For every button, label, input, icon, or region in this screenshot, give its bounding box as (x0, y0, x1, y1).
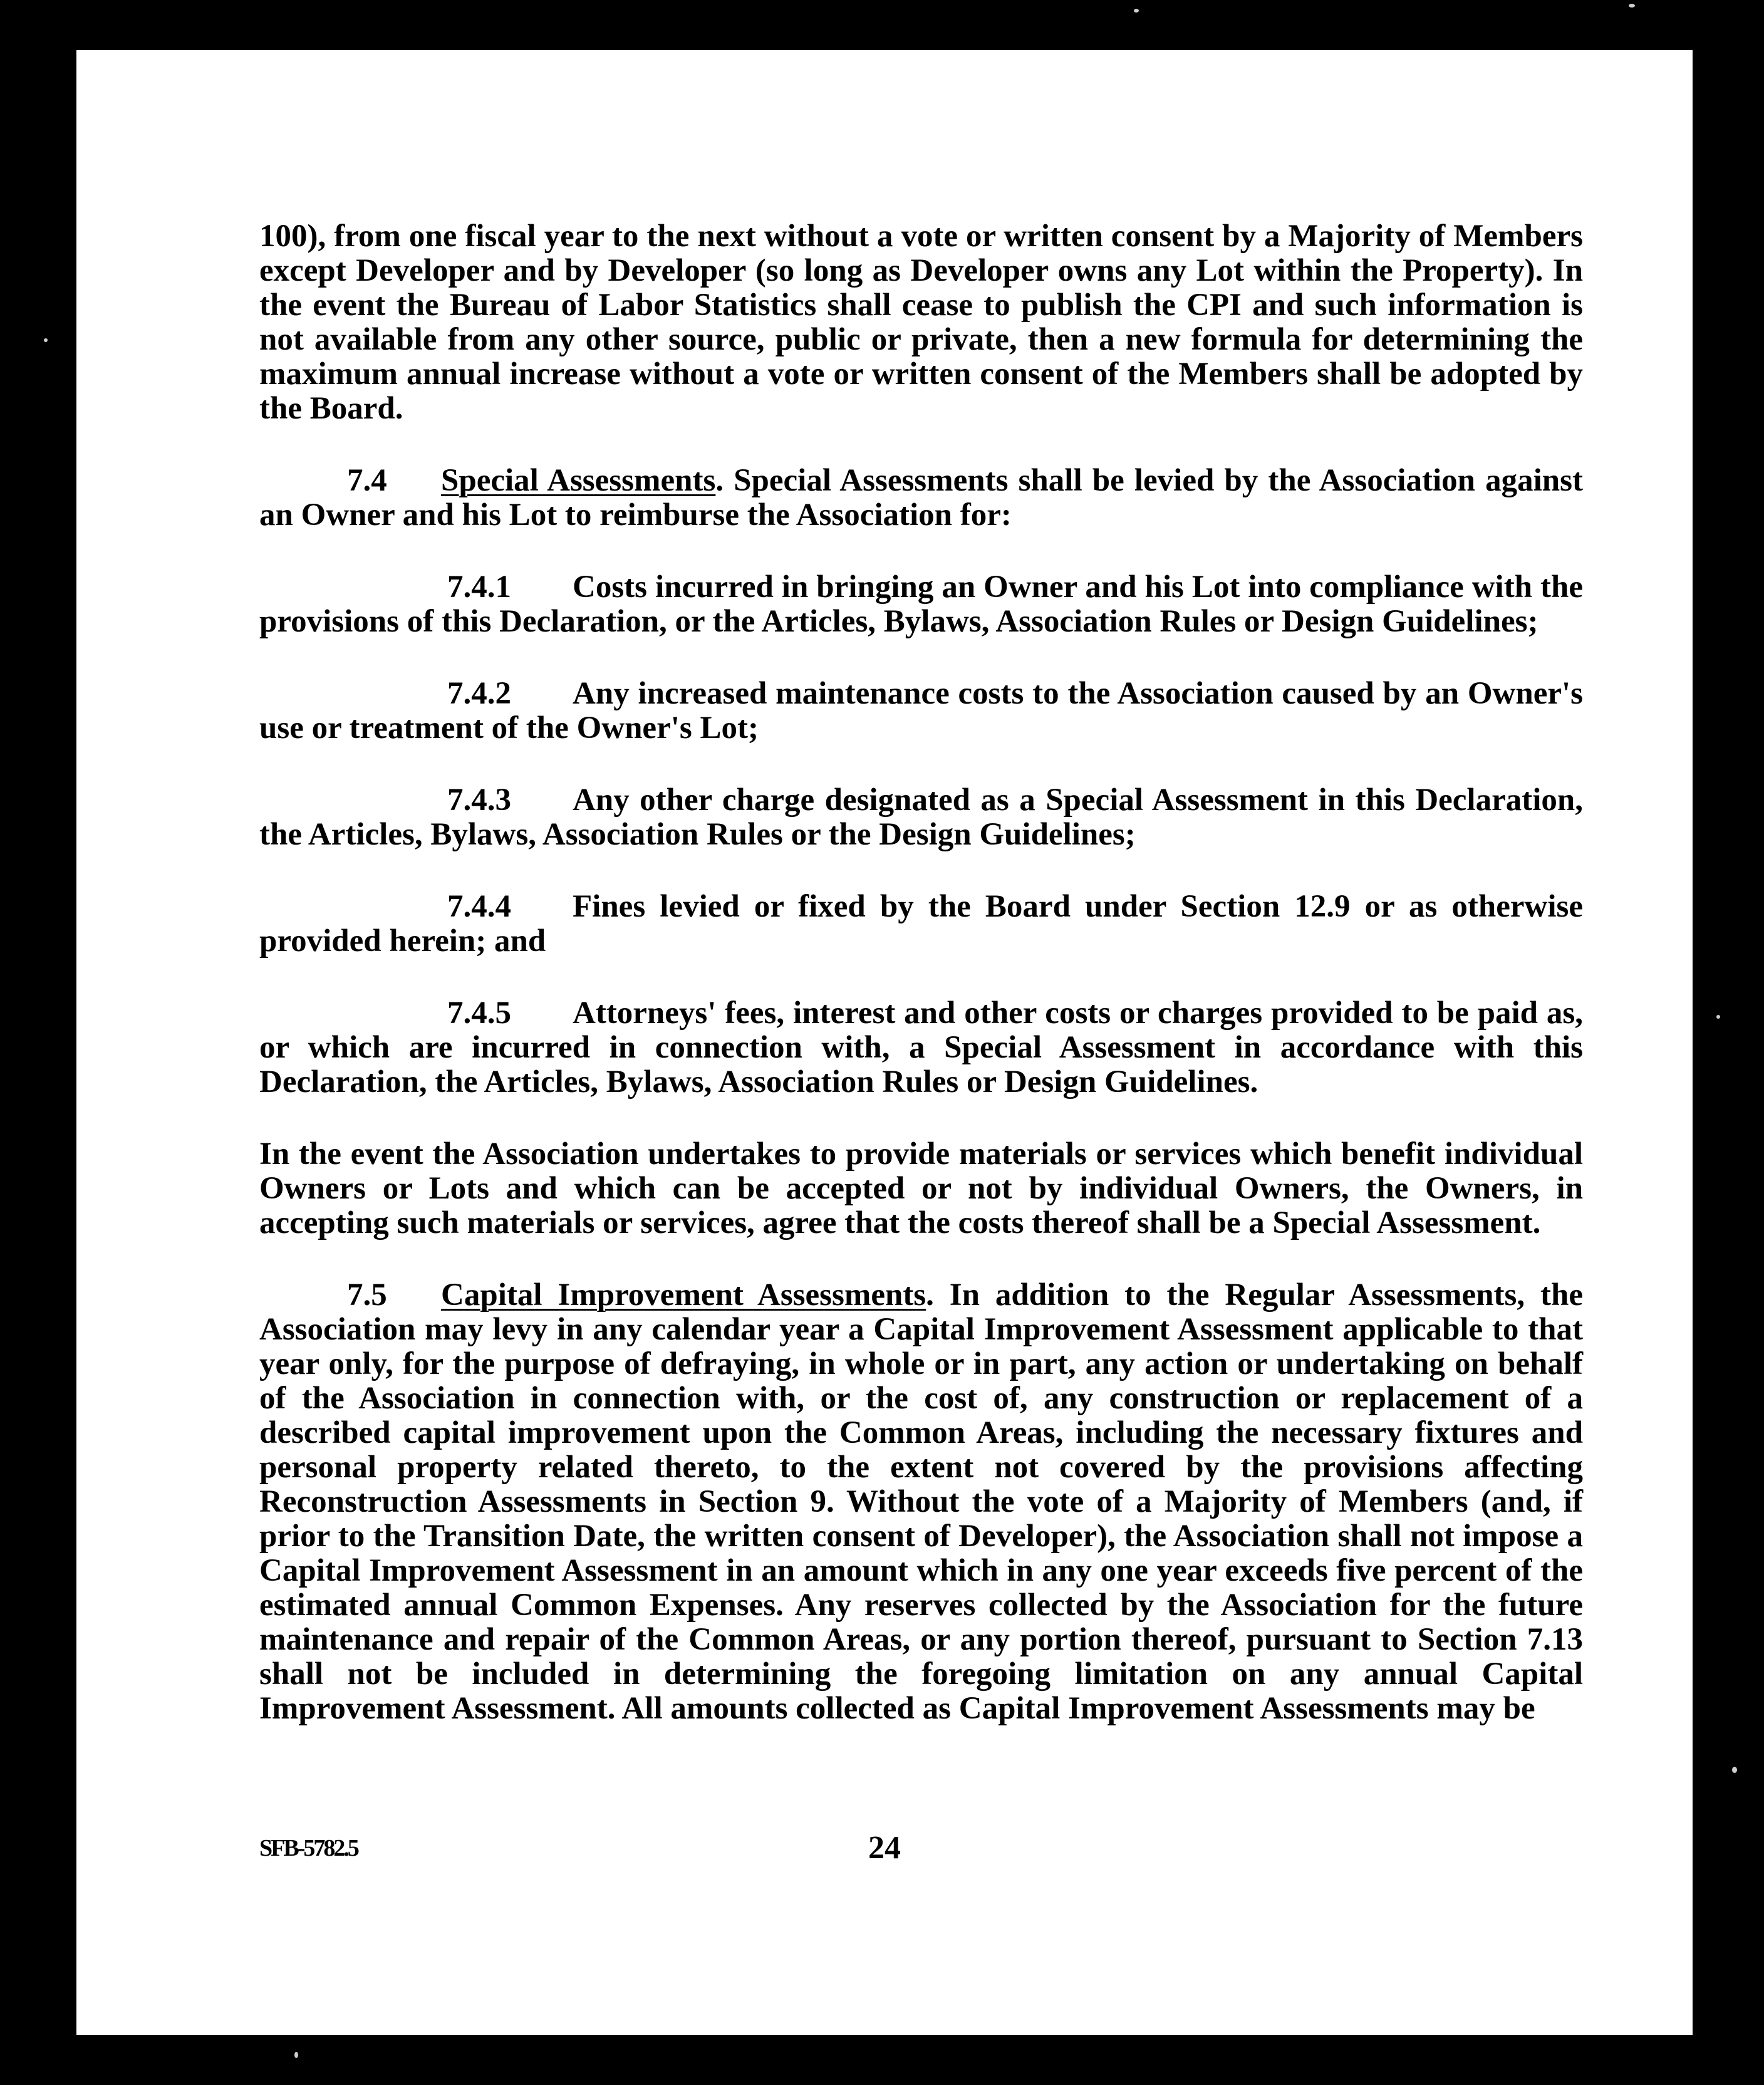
scan-speck (1716, 1015, 1720, 1019)
paragraph-intro: 100), from one fiscal year to the next without a vote or written consent by a Majority of Members except Developer and by Developer (so long as Developer owns any Lot within the Property). In the event the Bureau of Labor Statistics shall cease to publish the CPI and such information is not available from any other source, public or private, then a new formula for determining the maximum annual increase without a vote or written consent of the Members shall be adopted by the Board. (259, 219, 1583, 426)
scan-speck (1134, 9, 1139, 13)
subsection-text: Any increased maintenance costs to the Association caused by an Owner's use or treatment of the Owner's Lot; (259, 676, 1583, 746)
subsection-7-4-4 (259, 890, 1583, 959)
subsection-number: 7.4.1 (447, 569, 511, 605)
subsection-text: Any other charge designated as a Special Assessment in this Declaration, the Articles, Bylaws, Association Rules or the Design Guidelines; (259, 783, 1583, 852)
subsection-7-4-2 (259, 677, 1583, 746)
subsection-number: 7.4.5 (447, 996, 511, 1031)
scan-speck (294, 2052, 298, 2058)
section-heading: Special Assessments (441, 463, 716, 498)
scan-speck (1732, 1767, 1737, 1773)
subsection-number: 7.4.3 (447, 783, 511, 818)
document-page (76, 50, 1693, 2035)
subsection-7-4-5 (259, 996, 1583, 1100)
section-number: 7.4 (347, 463, 387, 498)
scan-speck (44, 338, 48, 342)
scan-speck (1629, 4, 1635, 8)
subsection-text: Attorneys' fees, interest and other costs or charges provided to be paid as, or which are incurred in connection with, a Special Assessment in accordance with this Declaration, the Articles, Bylaws, Association Rules or Design Guidelines. (259, 996, 1583, 1100)
subsection-number: 7.4.4 (447, 889, 511, 924)
subsection-number: 7.4.2 (447, 676, 511, 711)
section-heading: Capital Improvement Assessments (441, 1277, 926, 1313)
section-text: . Special Assessments shall be levied by the Association against an Owner and his Lot to reimburse the Association for: (259, 463, 1583, 533)
section-7-5 (259, 1278, 1583, 1726)
subsection-7-4-1 (259, 570, 1583, 639)
paragraph-event: In the event the Association undertakes to provide materials or services which benefit individual Owners or Lots and which can be accepted or not by individual Owners, the Owners, in accepting such materials or services, agree that the costs thereof shall be a Special Assessment. (259, 1136, 1583, 1240)
subsection-7-4-3 (259, 783, 1583, 852)
section-number: 7.5 (347, 1277, 387, 1313)
section-7-4 (259, 464, 1583, 533)
subsection-text: Fines levied or fixed by the Board under Section 12.9 or as otherwise provided herein; and (259, 889, 1583, 959)
document-code: SFB-5782.5 (259, 1835, 358, 1861)
document-body (259, 219, 1583, 1764)
subsection-text: Costs incurred in bringing an Owner and his Lot into compliance with the provisions of this Declaration, or the Articles, Bylaws, Association Rules or Design Guidelines; (259, 569, 1583, 639)
section-text: . In addition to the Regular Assessments, the Association may levy in any calendar year a Capital Improvement Assessment applicable to that year only, for the purpose of defraying, in whole or in part, any action or undertaking on behalf of the Association in connection with, or the cost of, any construction or replacement of a described capital improvement upon the Common Areas, including the necessary fixtures and personal property related thereto, to the extent not covered by the provisions affecting Reconstruction Assessments in Section 9. Without the vote of a Majority of Members (and, if prior to the Transition Date, the written consent of Developer), the Association shall not impose a Capital Improvement Assessment in an amount which in any one year exceeds five percent of the estimated annual Common Expenses. Any reserves collected by the Association for the future maintenance and repair of the Common Areas, or any portion thereof, pursuant to Section 7.13 shall not be included in determining the foregoing limitation on any annual Capital Improvement Assessment. All amounts collected as Capital Improvement Assessments may be (259, 1277, 1583, 1726)
page-number: 24 (868, 1830, 901, 1866)
